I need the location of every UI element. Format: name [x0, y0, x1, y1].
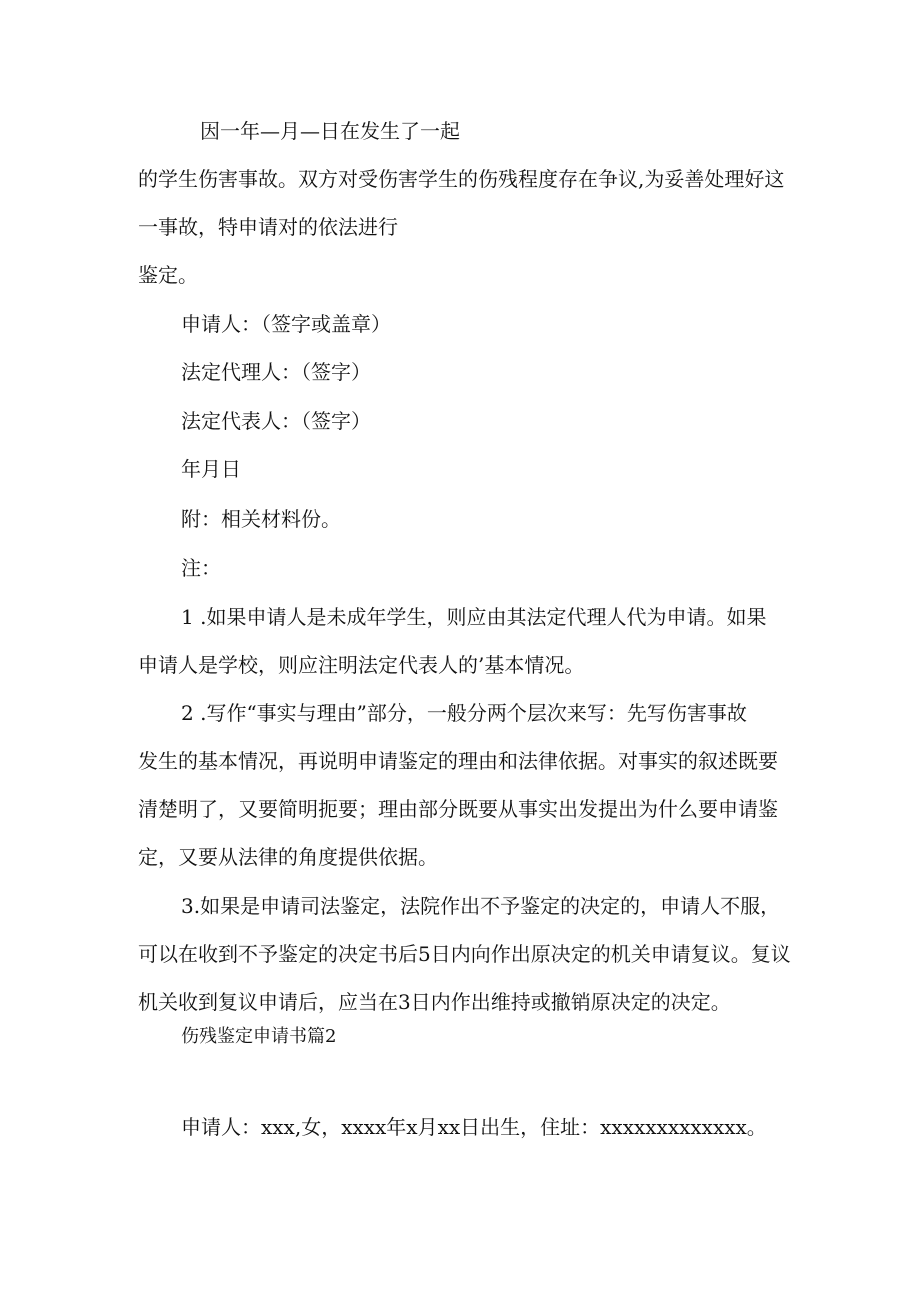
note-1-line-1: 1 .如果申请人是未成年学生，则应由其法定代理人代为申请。如果: [181, 605, 767, 629]
note-3-line-2: 可以在收到不予鉴定的决定书后5日内向作出原决定的机关申请复议。复议: [138, 942, 791, 966]
date-line: 年月日: [181, 457, 241, 481]
intro-line-1: 因一年—月—日在发生了一起: [200, 119, 460, 143]
note-3-line-3: 机关收到复议申请后，应当在3日内作出维持或撤销原决定的决定。: [138, 990, 731, 1014]
note-3-line-1: 3.如果是申请司法鉴定，法院作出不予鉴定的决定的，申请人不服，: [181, 894, 781, 918]
attachment-line: 附：相关材料份。: [181, 507, 341, 531]
notes-heading: 注：: [181, 556, 221, 580]
applicant-signature: 申请人：（签字或盖章）: [181, 312, 391, 336]
note-2-line-4: 定，又要从法律的角度提供依据。: [138, 845, 438, 869]
representative-signature: 法定代表人：（签字）: [181, 409, 371, 433]
note-2-line-2: 发生的基本情况，再说明申请鉴定的理由和法律依据。对事实的叙述既要: [138, 749, 778, 773]
note-1-line-2: 申请人是学校，则应注明法定代表人的’基本情况。: [138, 653, 585, 677]
intro-line-2: 的学生伤害事故。双方对受伤害学生的伤残程度存在争议,为妥善处理好这: [138, 167, 785, 191]
applicant-info: 申请人：xxx,女，xxxx年x月xx日出生，住址：xxxxxxxxxxxxx。: [181, 1115, 767, 1139]
note-2-line-3: 清楚明了，又要简明扼要；理由部分既要从事实出发提出为什么要申请鉴: [138, 797, 778, 821]
section-title: 伤残鉴定申请书篇2: [181, 1026, 337, 1047]
note-2-line-1: 2 .写作“事实与理由”部分，一般分两个层次来写：先写伤害事故: [181, 701, 747, 725]
intro-line-3: 一事故，特申请对的依法进行: [138, 215, 398, 239]
guardian-signature: 法定代理人：（签字）: [181, 360, 371, 384]
intro-line-4: 鉴定。: [138, 263, 198, 287]
